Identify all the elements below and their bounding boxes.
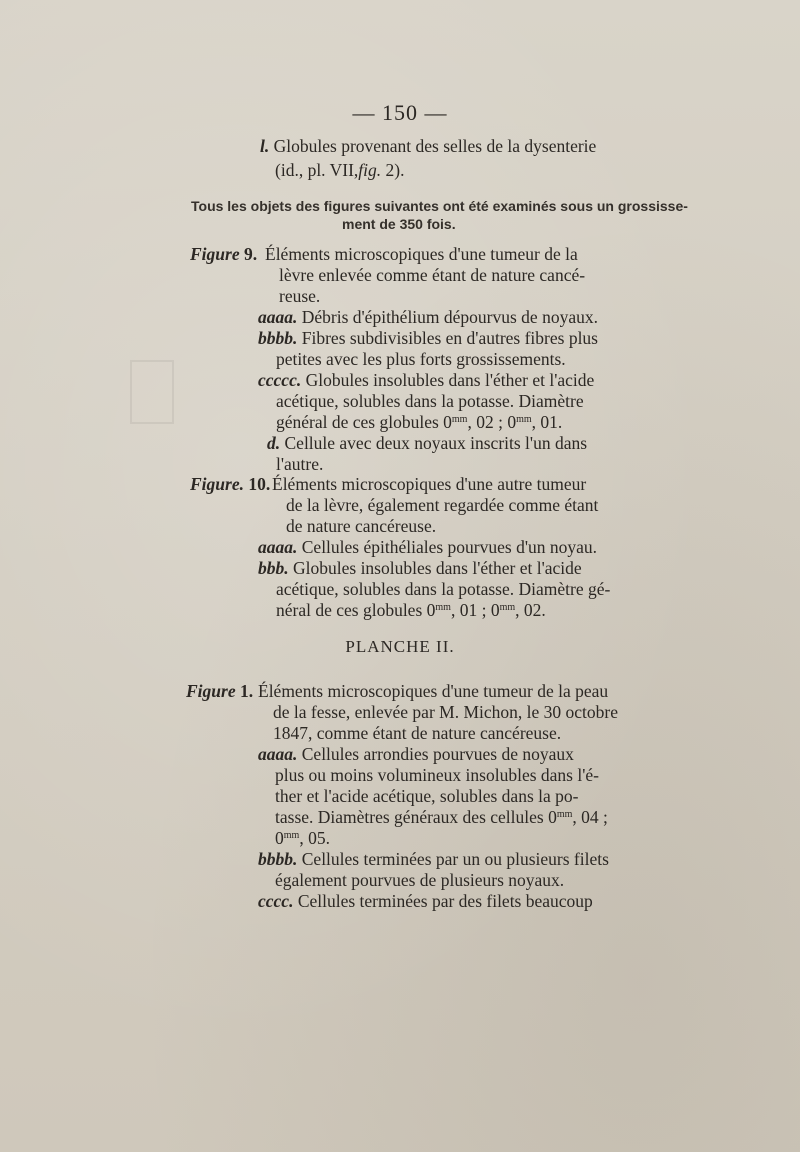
intro-line-1: l. Globules provenant des selles de la dysenterie xyxy=(260,136,597,156)
fig1-title-1: Éléments microscopiques d'une tumeur de la peau xyxy=(258,681,609,701)
fig1-title-2: de la fesse, enlevée par M. Michon, le 30 octobre xyxy=(273,702,619,722)
fig9-item-b-2: petites avec les plus forts grossissements. xyxy=(276,349,566,369)
fig1-item-a-1: aaaa. Cellules arrondies pourvues de noyaux xyxy=(258,744,574,764)
fig10-title-2: de la lèvre, également regardée comme étant xyxy=(286,495,599,515)
fig10-number: 10. xyxy=(243,474,271,494)
fig1-item-a-5: $0^{mm}$, 05. xyxy=(275,828,330,848)
fig10-item-a: aaaa. Cellules épithéliales pourvues d'un noyau. xyxy=(258,537,597,557)
fig10-item-b-3: néral de ces globules $0^{mm}$, 01 ; $0^{mm}$, 02. xyxy=(276,600,546,620)
fig10-label: Figure. xyxy=(190,474,244,494)
fig1-item-b-1: bbbb. Cellules terminées par un ou plusieurs filets xyxy=(258,849,609,869)
fig9-item-d-1: d. Cellule avec deux noyaux inscrits l'un dans xyxy=(267,433,588,453)
magnification-note-line-1: Tous les objets des figures suivantes ont été examinés sous un grossisse- xyxy=(191,198,688,214)
item-label-l: l. xyxy=(260,136,270,156)
fig10-title-1: Éléments microscopiques d'une autre tumeur xyxy=(272,474,587,494)
fig9-heading xyxy=(190,244,257,265)
intro-line-2: (id., pl. VII,fig. 2). xyxy=(275,160,405,180)
fig9-item-c-2: acétique, solubles dans la potasse. Diamètre xyxy=(276,391,584,411)
fig9-item-c-3: général de ces globules $0^{mm}$, 02 ; $0^{mm}$, 01. xyxy=(276,412,563,432)
bleed-through-mark xyxy=(130,360,174,424)
fig1-title-3: 1847, comme étant de nature cancéreuse. xyxy=(273,723,562,743)
fig10-item-b-1: bbb. Globules insolubles dans l'éther et l'acide xyxy=(258,558,582,578)
fig10-title-3: de nature cancéreuse. xyxy=(286,516,437,536)
fig9-item-c-1: ccccc. Globules insolubles dans l'éther et l'acide xyxy=(258,370,595,390)
fig9-title-2: lèvre enlevée comme étant de nature cancé- xyxy=(279,265,586,285)
planche-heading: PLANCHE II. xyxy=(345,637,455,656)
fig10-heading xyxy=(190,474,270,495)
fig1-number: 1. xyxy=(235,681,254,701)
magnification-note-line-2: ment de 350 fois. xyxy=(342,216,456,232)
fig9-item-a: aaaa. Débris d'épithélium dépourvus de noyaux. xyxy=(258,307,598,327)
fig1-label: Figure xyxy=(186,681,236,701)
fig9-item-d-2: l'autre. xyxy=(276,454,324,474)
fig9-item-b-1: bbbb. Fibres subdivisibles en d'autres fibres plus xyxy=(258,328,598,348)
page-number: — 150 — xyxy=(352,100,448,125)
fig9-label: Figure xyxy=(190,244,240,264)
fig1-item-a-3: ther et l'acide acétique, solubles dans la po- xyxy=(275,786,579,806)
fig1-item-c-1: cccc. Cellules terminées par des filets beaucoup xyxy=(258,891,593,911)
fig9-number: 9. xyxy=(239,244,258,264)
fig1-item-b-2: également pourvues de plusieurs noyaux. xyxy=(275,870,565,890)
fig10-item-b-2: acétique, solubles dans la potasse. Diamètre gé- xyxy=(276,579,611,599)
fig9-title-1: Éléments microscopiques d'une tumeur de la xyxy=(265,244,578,264)
fig1-item-a-2: plus ou moins volumineux insolubles dans l'é- xyxy=(275,765,599,785)
fig1-heading xyxy=(186,681,253,702)
fig1-item-a-4: tasse. Diamètres généraux des cellules $0^{mm}$, 04 ; xyxy=(275,807,608,827)
fig9-title-3: reuse. xyxy=(279,286,321,306)
